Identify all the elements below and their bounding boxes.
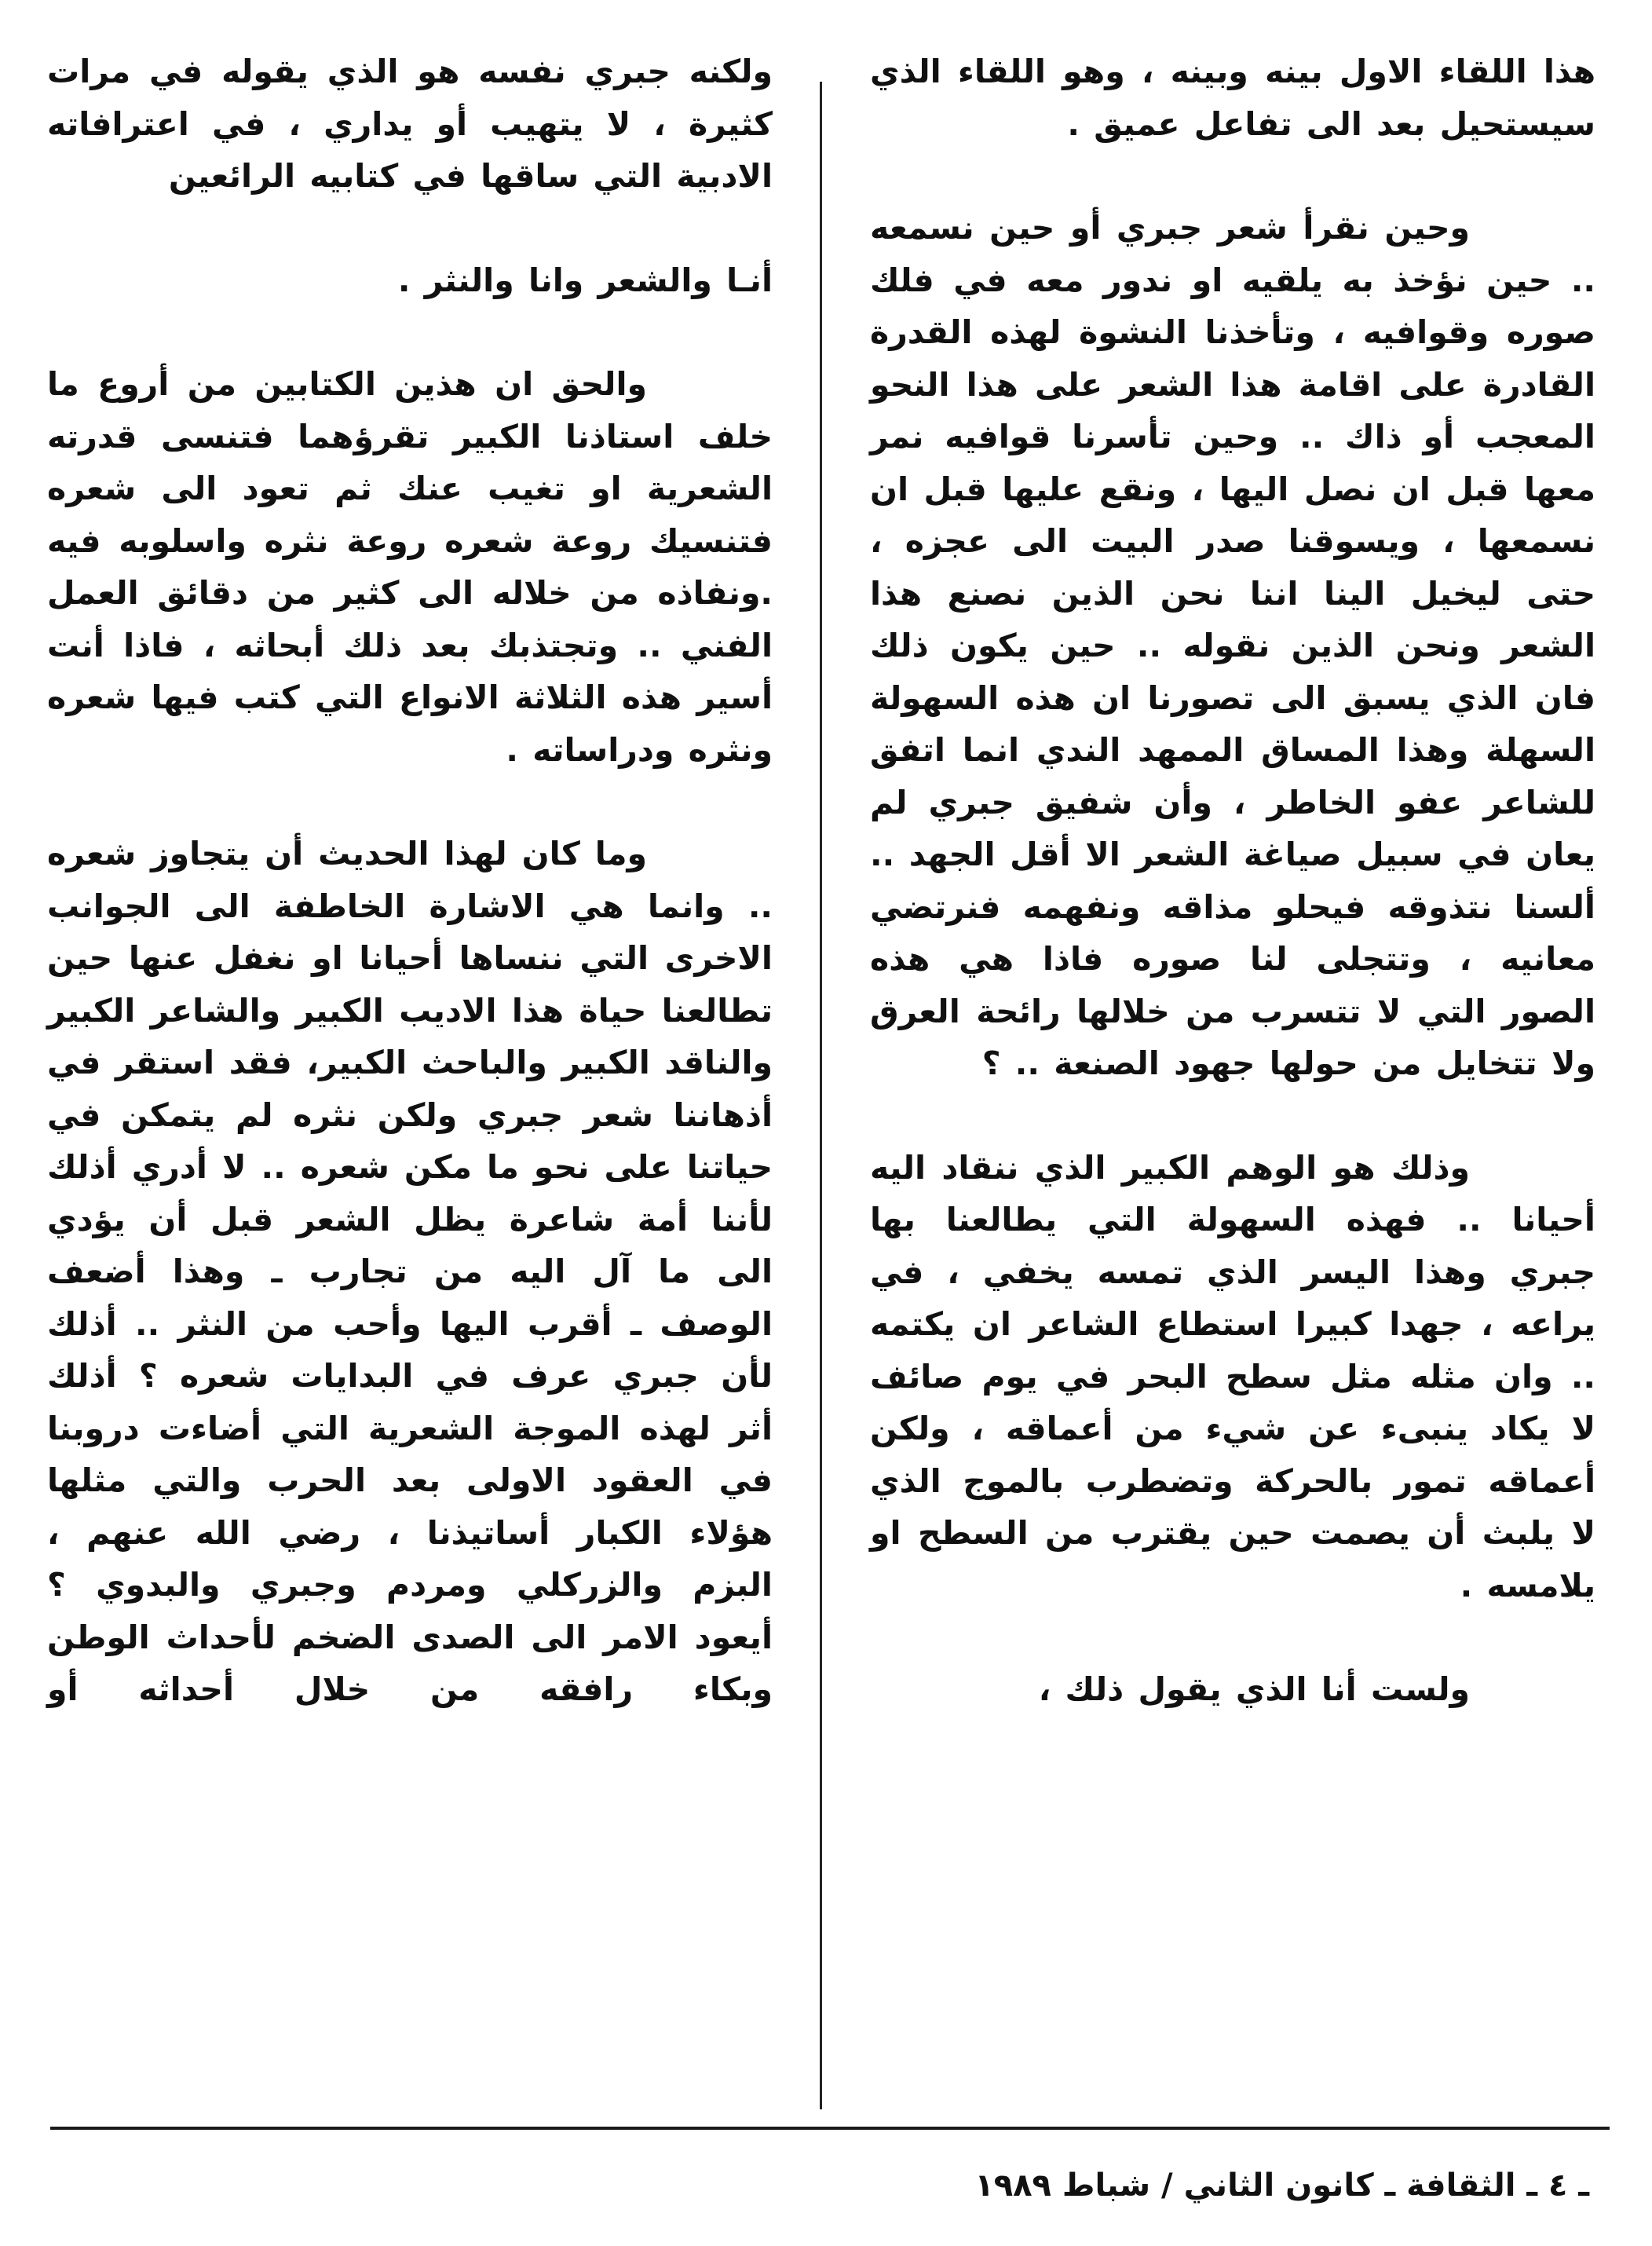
paragraph-beyond-poetry: وما كان لهذا الحديث أن يتجاوز شعره .. وانما هي الاشارة الخاطفة الى الجوانب الاخرى التي ننساها أحيانا او نغفل عنها حين تطالعنا حياة هذا الاديب الكبير والشاعر الكبير والناقد الكبير والباحث الكبير، فقد استقر في أذهاننا شعر جبري ولكن نثره لم يتمكن في حياتنا على نحو ما مكن شعره .. لا أدري أذلك لأننا أمة شاعرة يظل الشعر قبل أن يؤدي الى ما آل اليه من تجارب ـ وهذا أضعف الوصف ـ أقرب اليها وأحب من النثر .. أذلك لأن جبري عرف في البدايات شعره ؟ أذلك أثر لهذه الموجة الشعرية التي أضاءت دروبنا في العقود الاولى بعد الحرب والتي مثلها هؤلاء الكبار أساتيذنا ، رضي الله عنهم ، البزم والزركلي ومردم وجبري والبدوي ؟ أيعود الامر الى الصدى الضخم لأحداث الوطن وبكاء رافقه من خلال أحداثه أو: [47, 835, 773, 1708]
page-footer: ـ ٤ ـ الثقافة ـ كانون الثاني / شباط ١٩٨٩: [974, 2167, 1589, 2204]
column-divider: [820, 82, 822, 2109]
left-text-column: [47, 46, 773, 1768]
paragraph-first-meeting: هذا اللقاء الاول بينه وبينه ، وهو اللقاء الذي سيستحيل بعد الى تفاعل عميق .: [870, 53, 1595, 143]
paragraph-reading-jabri-poetry: وحين نقرأ شعر جبري أو حين نسمعه .. حين نؤخذ به يلقيه او ندور معه في فلك صوره وقوافيه ، وتأخذنا النشوة لهذه القدرة القادرة على اقامة هذا الشعر على هذا النحو المعجب أو ذاك .. وحين تأسرنا قوافيه نمر معها قبل ان نصل اليها ، ونقع عليها قبل ان نسمعها ، ويسوقنا صدر البيت الى عجزه ، حتى ليخيل الينا اننا نحن الذين نصنع هذا الشعر ونحن الذين نقوله .. حين يكون ذلك فان الذي يسبق الى تصورنا ان هذه السهولة السهلة وهذا المساق الممهد الندي انما اتفق للشاعر عفو الخاطر ، وأن شفيق جبري لم يعان في سبيل صياغة الشعر الا أقل الجهد .. ألسنا نتذوقه فيحلو مذاقه ونفهمه فنرتضي معانيه ، وتتجلى لنا صوره فاذا هي هذه الصور التي لا تتسرب من خلالها رائحة العرق ولا تتخايل من حولها جهود الصنعة .. ؟: [870, 209, 1595, 1082]
paragraph-jabri-confessions: ولكنه جبري نفسه هو الذي يقوله في مرات كثيرة ، لا يتهيب أو يداري ، في اعترافاته الادبية التي ساقها في كتابيه الرائعين: [47, 53, 773, 195]
book-titles-heading: أنـا والشعر وانا والنثر .: [397, 261, 773, 299]
paragraph-great-illusion: وذلك هو الوهم الكبير الذي ننقاد اليه أحيانا .. فهذه السهولة التي يطالعنا بها جبري وهذا اليسر الذي تمسه يخفي ، في يراعه ، جهدا كبيرا استطاع الشاعر ان يكتمه .. وان مثله مثل سطح البحر في يوم صائف لا يكاد ينبىء عن شيء من أعماقه ، ولكن أعماقه تمور بالحركة وتضطرب بالموج الذي لا يلبث أن يصمت حين يقترب من السطح او يلامسه .: [870, 1148, 1595, 1604]
footer-rule: [50, 2127, 1610, 2130]
right-text-column: [870, 46, 1595, 1768]
paragraph-not-i-who-says: ولست أنا الذي يقول ذلك ،: [1038, 1670, 1470, 1708]
paragraph-two-books: والحق ان هذين الكتابين من أروع ما خلف استاذنا الكبير تقرؤهما فتنسى قدرته الشعرية او تغيب عنك ثم تعود الى شعره فتنسيك روعة شعره روعة نثره واسلوبه فيه .ونفاذه من خلاله الى كثير من دقائق العمل الفني .. وتجتذبك بعد ذلك أبحاثه ، فاذا أنت أسير هذه الثلاثة الانواع التي كتب فيها شعره ونثره ودراساته .: [47, 365, 773, 769]
